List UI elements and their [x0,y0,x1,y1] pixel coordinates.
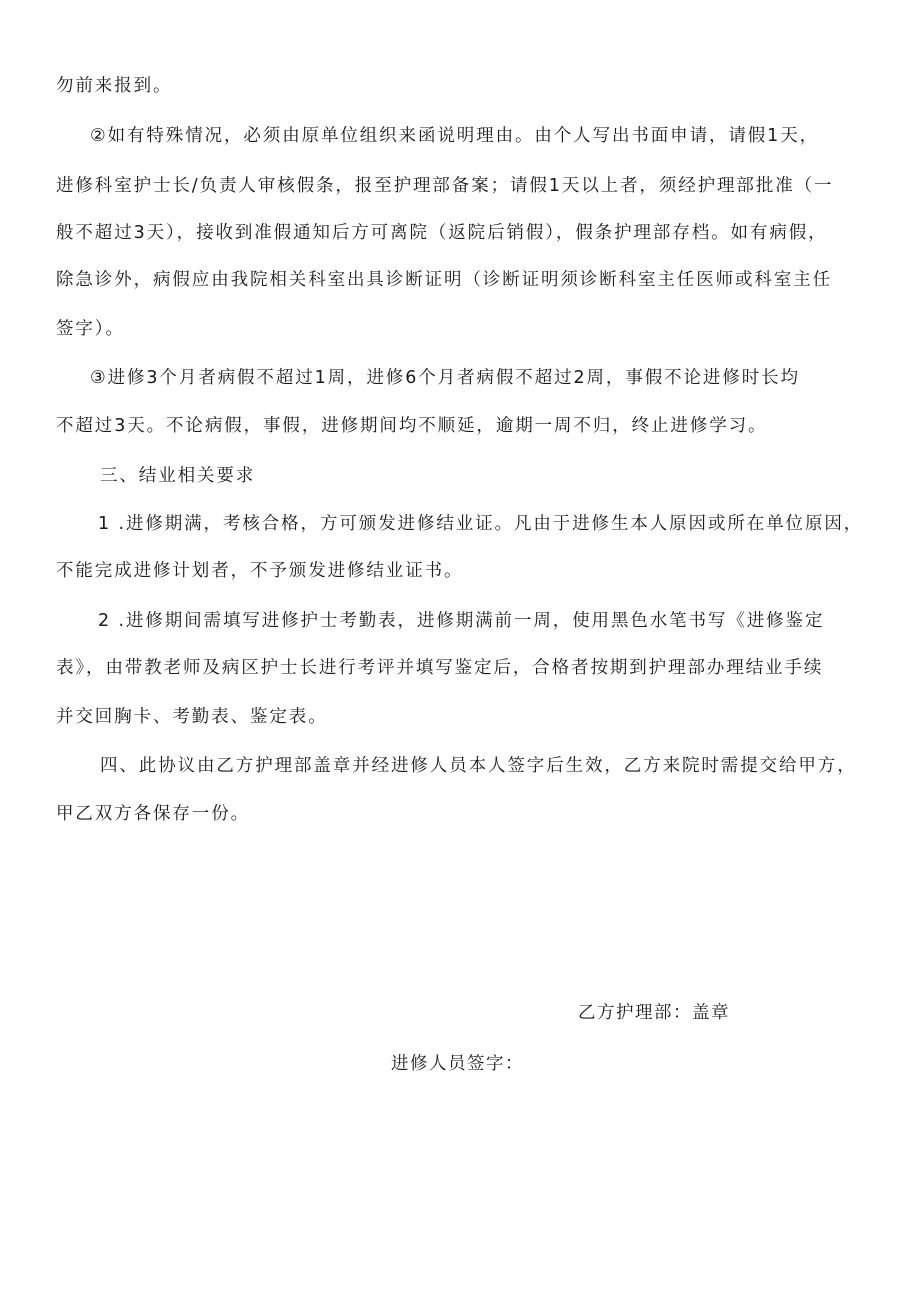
paragraph-line: 甲乙双方各保存一份。 [56,804,250,824]
paragraph-line: ③进修3个月者病假不超过1周，进修6个月者病假不超过2周，事假不论进修时长均 [90,368,800,388]
paragraph-line: 2 .进修期间需填写进修护士考勤表，进修期满前一周，使用黑色水笔书写《进修鉴定 [98,611,825,631]
paragraph-line: 不超过3天。不论病假，事假，进修期间均不顺延，逾期一周不归，终止进修学习。 [56,416,768,436]
paragraph-line: ②如有特殊情况，必须由原单位组织来函说明理由。由个人写出书面申请，请假1天， [90,126,820,146]
nursing-dept-stamp-label: 乙方护理部：盖章 [578,1003,730,1023]
paragraph-line: 签字）。 [56,319,125,339]
paragraph-line: 表》，由带教老师及病区护士长进行考评并填写鉴定后，合格者按期到护理部办理结业手续 [56,658,824,678]
paragraph-line: 除急诊外，病假应由我院相关科室出具诊断证明（诊断证明须诊断科室主任医师或科室主任 [56,270,832,290]
paragraph-line: 进修科室护士长/负责人审核假条，报至护理部备案；请假1天以上者，须经护理部批准（一 [56,176,834,196]
trainee-signature-label: 进修人员签字： [391,1054,524,1074]
section-heading: 三、结业相关要求 [100,466,256,486]
paragraph-line: 四、此协议由乙方护理部盖章并经进修人员本人签字后生效，乙方来院时需提交给甲方， [100,756,857,776]
paragraph-line: 勿前来报到。 [56,76,173,96]
paragraph-line: 1 .进修期满，考核合格，方可颁发进修结业证。凡由于进修生本人原因或所在单位原因， [98,514,864,534]
paragraph-line: 不能完成进修计划者，不予颁发进修结业证书。 [56,561,464,581]
paragraph-line: 般不超过3天），接收到准假通知后方可离院（返院后销假），假条护理部存档。如有病假， [56,223,828,243]
paragraph-line: 并交回胸卡、考勤表、鉴定表。 [56,707,328,727]
